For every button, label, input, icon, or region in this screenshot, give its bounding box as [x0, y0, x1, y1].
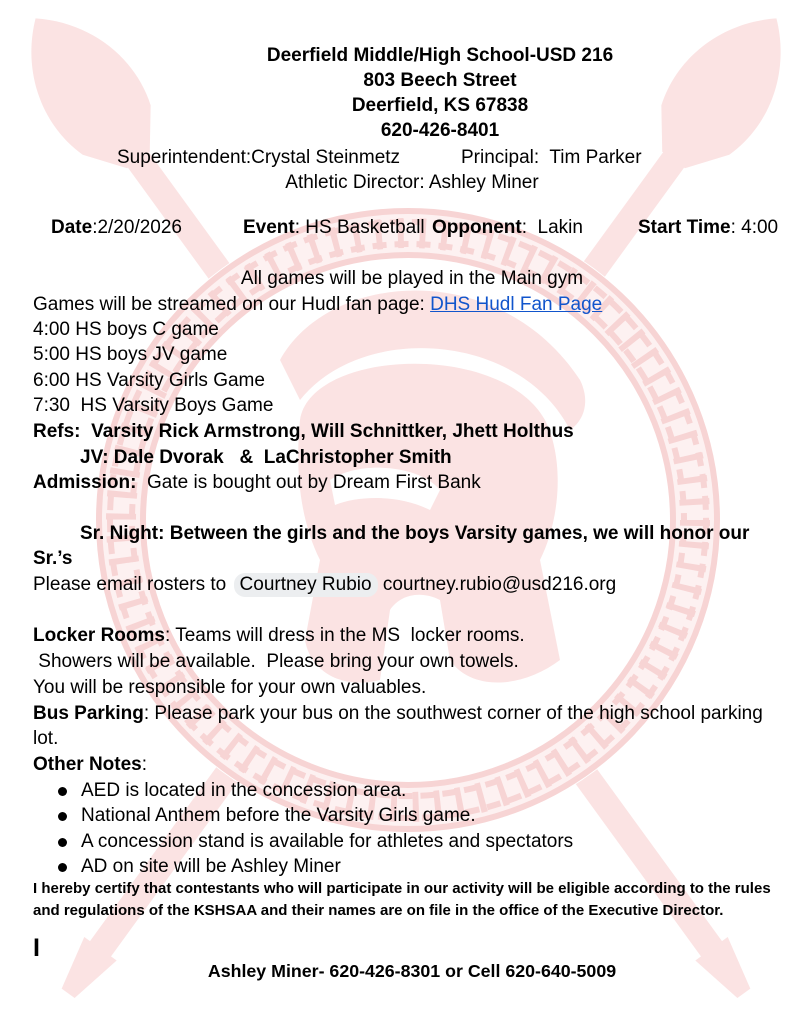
school-city: Deerfield, KS 67838: [351, 95, 529, 116]
bullet-icon: [58, 787, 67, 796]
hudl-fan-page-link[interactable]: DHS Hudl Fan Page: [430, 294, 603, 315]
rosters-line: [33, 572, 616, 598]
note-ad-on-site: AD on site will be Ashley Miner: [81, 856, 341, 877]
date-value: :2/20/2026: [92, 217, 182, 238]
opponent-value: : Lakin: [521, 217, 583, 238]
stream-text: Games will be streamed on our Hudl fan page:: [33, 294, 431, 315]
other-notes-label: Other Notes: [33, 754, 142, 775]
start-time-value: : 4:00: [730, 217, 779, 238]
footer-contact: Ashley Miner- 620-426-8301 or Cell 620-640-5009: [207, 961, 617, 981]
locker-rooms-line: [33, 623, 525, 649]
certification-line-2: and regulations of the KSHSAA and their names are on file in the office of the Executive Director.: [33, 902, 724, 919]
bullet-icon: [58, 838, 67, 847]
game-c-boys: 4:00 HS boys C game: [33, 319, 219, 340]
locker-rooms-text: : Teams will dress in the MS locker rooms.: [164, 625, 525, 646]
start-time-field: [638, 215, 778, 241]
contact-person-chip[interactable]: Courtney Rubio: [234, 573, 378, 597]
other-notes-colon: :: [141, 754, 148, 775]
showers-note: Showers will be available. Please bring your own towels.: [33, 651, 519, 672]
bus-parking-line: [33, 701, 763, 727]
superintendent: Superintendent:Crystal Steinmetz: [117, 147, 401, 168]
principal: Principal: Tim Parker: [461, 147, 642, 168]
game-jv-boys: 5:00 HS boys JV game: [33, 344, 228, 365]
event-label: Event: [243, 217, 295, 238]
list-item: [0, 854, 812, 880]
bullet-icon: [58, 812, 67, 821]
game-varsity-boys: 7:30 HS Varsity Boys Game: [33, 395, 274, 416]
event-field: [243, 215, 425, 241]
date-label: Date: [51, 217, 93, 238]
varsity-refs: Refs: Varsity Rick Armstrong, Will Schnittker, Jhett Holthus: [33, 421, 574, 442]
rosters-prefix: Please email rosters to: [33, 574, 232, 595]
list-item: [0, 803, 812, 829]
administrators-row: [0, 145, 812, 171]
note-anthem: National Anthem before the Varsity Girls game.: [81, 805, 476, 826]
list-item: [0, 829, 812, 855]
athletic-director: Athletic Director: Ashley Miner: [285, 172, 539, 193]
school-name: Deerfield Middle/High School-USD 216: [266, 45, 614, 66]
start-time-label: Start Time: [638, 217, 731, 238]
school-phone: 620-426-8401: [380, 120, 500, 141]
admission-line: [33, 470, 481, 496]
date-field: [51, 215, 182, 241]
jv-refs: JV: Dale Dvorak & LaChristopher Smith: [80, 447, 452, 468]
list-item: [0, 778, 812, 804]
game-varsity-girls: 6:00 HS Varsity Girls Game: [33, 370, 265, 391]
rosters-email: courtney.rubio@usd216.org: [377, 574, 617, 595]
admission-text: Gate is bought out by Dream First Bank: [136, 472, 481, 493]
event-value: : HS Basketball: [294, 217, 425, 238]
stream-note: [33, 292, 602, 318]
senior-night-line-2: Sr.’s: [33, 548, 73, 569]
admission-label: Admission:: [33, 472, 137, 493]
event-details-row: [0, 215, 812, 241]
note-concession: A concession stand is available for athletes and spectators: [81, 831, 574, 852]
bullet-icon: [58, 863, 67, 872]
bus-parking-label: Bus Parking: [33, 703, 144, 724]
opponent-label: Opponent: [432, 217, 522, 238]
bus-parking-text: : Please park your bus on the southwest corner of the high school parking: [143, 703, 763, 724]
note-aed: AED is located in the concession area.: [81, 780, 407, 801]
opponent-field: [432, 215, 583, 241]
venue-note: All games will be played in the Main gym: [240, 268, 584, 289]
locker-rooms-label: Locker Rooms: [33, 625, 165, 646]
stray-character: I: [33, 934, 40, 962]
bus-parking-continued: lot.: [33, 728, 59, 749]
certification-line-1: I hereby certify that contestants who will participate in our activity will be eligible according to the rules: [33, 880, 771, 897]
other-notes-heading: [33, 752, 147, 778]
school-street: 803 Beech Street: [363, 70, 517, 91]
senior-night-line-1: Sr. Night: Between the girls and the boys Varsity games, we will honor our: [80, 523, 750, 544]
valuables-note: You will be responsible for your own valuables.: [33, 677, 427, 698]
